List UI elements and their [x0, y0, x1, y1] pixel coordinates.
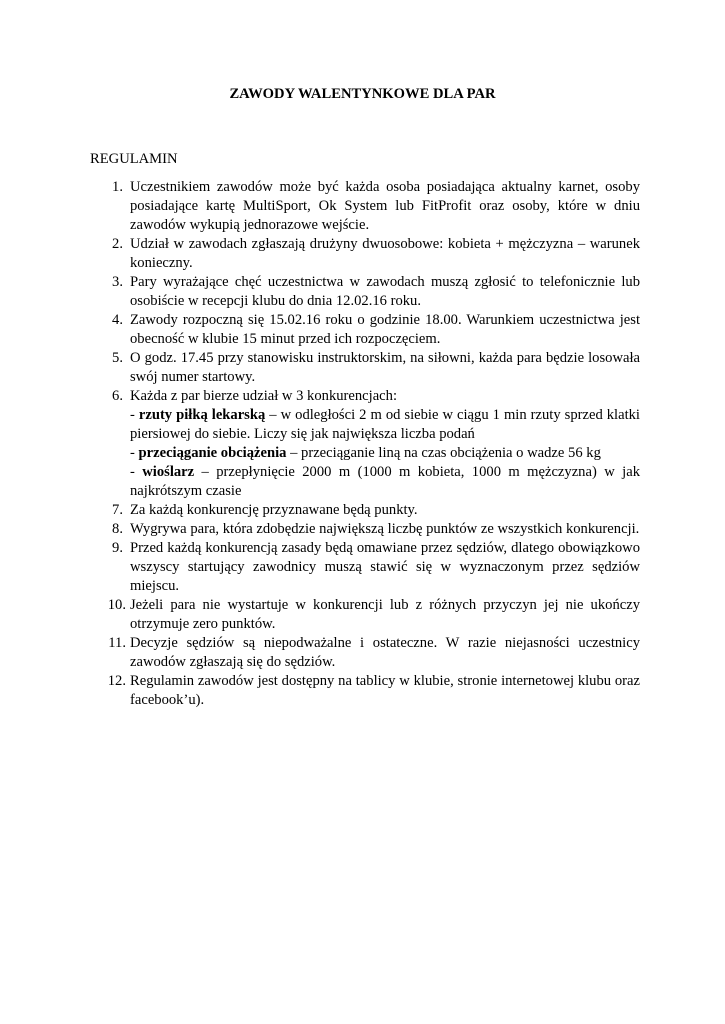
- rule-item-11: [90, 634, 640, 672]
- rule-number: 2.: [112, 236, 123, 252]
- event-name: przeciąganie obciążenia: [138, 445, 287, 461]
- rule-item-8: [90, 520, 640, 539]
- rule-item-6: [90, 387, 640, 501]
- event-item-3: [130, 463, 640, 501]
- rule-item-4: [90, 311, 640, 349]
- rule-item-1: [90, 178, 640, 235]
- rule-number: 3.: [112, 274, 123, 290]
- rule-item-9: [90, 539, 640, 596]
- event-name: wioślarz: [142, 464, 195, 480]
- rule-number: 9.: [112, 540, 123, 556]
- rule-number: 10.: [107, 597, 126, 613]
- rule-number: 12.: [107, 673, 126, 689]
- rule-text: Każda z par bierze udział w 3 konkurencjach:: [130, 388, 398, 404]
- rule-item-3: [90, 273, 640, 311]
- rules-list: [90, 178, 640, 710]
- event-description: – w odległości 2 m od siebie w ciągu 1 min rzuty sprzed klatki piersiowej do siebie. Liczy się jak największa liczba podań: [130, 407, 640, 442]
- rule-number: 5.: [112, 350, 123, 366]
- rule-item-5: [90, 349, 640, 387]
- rule-text: Decyzje sędziów są niepodważalne i ostateczne. W razie niejasności uczestnicy zawodów zgłaszają się do sędziów.: [130, 635, 640, 670]
- rule-number: 6.: [112, 388, 123, 404]
- event-description: – przeciąganie liną na czas obciążenia o wadze 56 kg: [286, 445, 601, 461]
- rule-number: 4.: [112, 312, 123, 328]
- event-description: – przepłynięcie 2000 m (1000 m kobieta, 1000 m mężczyzna) w jak najkrótszym czasie: [130, 464, 640, 499]
- event-prefix: -: [130, 464, 143, 480]
- rule-text: Wygrywa para, która zdobędzie największą liczbę punktów ze wszystkich konkurencji.: [130, 521, 640, 537]
- rule-text: Pary wyrażające chęć uczestnictwa w zawodach muszą zgłosić to telefonicznie lub osobiście w recepcji klubu do dnia 12.02.16 roku.: [130, 274, 640, 309]
- rule-text: Udział w zawodach zgłaszają drużyny dwuosobowe: kobieta + mężczyzna – warunek konieczny.: [130, 236, 640, 271]
- rule-text: Zawody rozpoczną się 15.02.16 roku o godzinie 18.00. Warunkiem uczestnictwa jest obecność w klubie 15 minut przed ich rozpoczęciem.: [130, 312, 640, 347]
- rule-number: 7.: [112, 502, 123, 518]
- rule-text: Uczestnikiem zawodów może być każda osoba posiadająca aktualny karnet, osoby posiadające kartę MultiSport, Ok System lub FitProfit oraz osoby, które w dniu zawodów wykupią jednorazowe wejście.: [130, 179, 640, 233]
- section-heading: REGULAMIN: [90, 151, 178, 167]
- event-prefix: -: [130, 445, 139, 461]
- rule-item-12: [90, 672, 640, 710]
- rule-text: Jeżeli para nie wystartuje w konkurencji lub z różnych przyczyn jej nie ukończy otrzymuje zero punktów.: [130, 597, 640, 632]
- rule-text: Przed każdą konkurencją zasady będą omawiane przez sędziów, dlatego obowiązkowo wszyscy startujący zawodnicy muszą stawić się w wyznaczonym przez sędziów miejscu.: [130, 540, 640, 594]
- event-name: rzuty piłką lekarską: [138, 407, 266, 423]
- rule-item-7: [90, 501, 640, 520]
- event-item-1: [130, 406, 640, 444]
- rule-number: 11.: [108, 635, 126, 651]
- rule-number: 1.: [112, 179, 123, 195]
- event-item-2: [130, 444, 640, 463]
- event-prefix: -: [130, 407, 139, 423]
- document-title: ZAWODY WALENTYNKOWE DLA PAR: [229, 86, 496, 102]
- rule-item-10: [90, 596, 640, 634]
- rule-text: Za każdą konkurencję przyznawane będą punkty.: [130, 502, 418, 518]
- rule-number: 8.: [112, 521, 123, 537]
- rule-item-2: [90, 235, 640, 273]
- rule-text: O godz. 17.45 przy stanowisku instruktorskim, na siłowni, każda para będzie losowała swój numer startowy.: [130, 350, 640, 385]
- rule-text: Regulamin zawodów jest dostępny na tablicy w klubie, stronie internetowej klubu oraz facebook’u).: [130, 673, 640, 708]
